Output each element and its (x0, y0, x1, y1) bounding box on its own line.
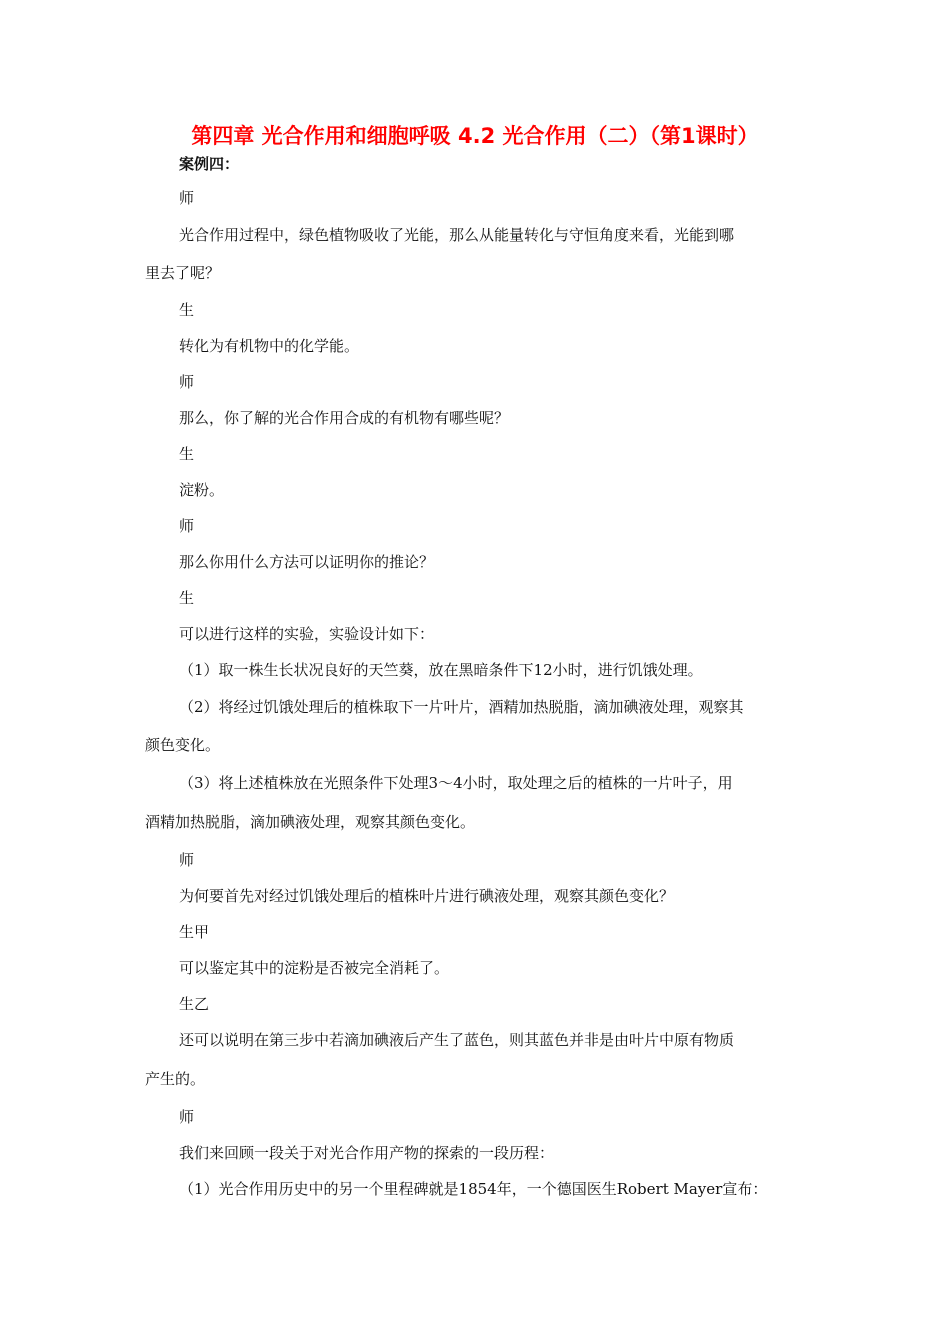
paragraph-line: 光合作用过程中，绿色植物吸收了光能，那么从能量转化与守恒角度来看，光能到哪 (179, 226, 735, 244)
step-line: （1）光合作用历史中的另一个里程碑就是1854年，一个德国医生Robert Mayer宣布： (179, 1180, 768, 1198)
paragraph-line: 还可以说明在第三步中若滴加碘液后产生了蓝色，则其蓝色并非是由叶片中原有物质 (179, 1031, 735, 1049)
paragraph-line: 颜色变化。 (145, 736, 221, 754)
case-label: 案例四： (179, 155, 240, 173)
paragraph-line: 酒精加热脱脂，滴加碘液处理，观察其颜色变化。 (145, 813, 476, 831)
paragraph-line: 那么你用什么方法可以证明你的推论？ (179, 553, 435, 571)
paragraph-line: 里去了呢？ (145, 264, 221, 282)
speaker-line: 师 (179, 517, 195, 535)
speaker-line: 师 (179, 189, 195, 207)
speaker-line: 生 (179, 445, 195, 463)
speaker-line: 生乙 (179, 995, 210, 1013)
speaker-line: 生 (179, 301, 195, 319)
paragraph-line: 可以鉴定其中的淀粉是否被完全消耗了。 (179, 959, 450, 977)
paragraph-line: 淀粉。 (179, 481, 225, 499)
speaker-line: 师 (179, 1108, 195, 1126)
step-line: （3）将上述植株放在光照条件下处理3～4小时，取处理之后的植株的一片叶子，用 (179, 774, 733, 792)
step-line: （2）将经过饥饿处理后的植株取下一片叶片，酒精加热脱脂，滴加碘液处理，观察其 (179, 698, 744, 716)
speaker-line: 师 (179, 851, 195, 869)
paragraph-line: 产生的。 (145, 1070, 206, 1088)
step-line: （1）取一株生长状况良好的天竺葵，放在黑暗条件下12小时，进行饥饿处理。 (179, 661, 703, 679)
paragraph-line: 我们来回顾一段关于对光合作用产物的探索的一段历程： (179, 1144, 555, 1162)
paragraph-line: 可以进行这样的实验，实验设计如下： (179, 625, 435, 643)
document-title: 第四章 光合作用和细胞呼吸 4.2 光合作用（二）（第1课时） (191, 124, 759, 148)
speaker-line: 生 (179, 589, 195, 607)
speaker-line: 生甲 (179, 923, 210, 941)
speaker-line: 师 (179, 373, 195, 391)
paragraph-line: 那么，你了解的光合作用合成的有机物有哪些呢？ (179, 409, 510, 427)
paragraph-line: 转化为有机物中的化学能。 (179, 337, 360, 355)
paragraph-line: 为何要首先对经过饥饿处理后的植株叶片进行碘液处理，观察其颜色变化？ (179, 887, 675, 905)
